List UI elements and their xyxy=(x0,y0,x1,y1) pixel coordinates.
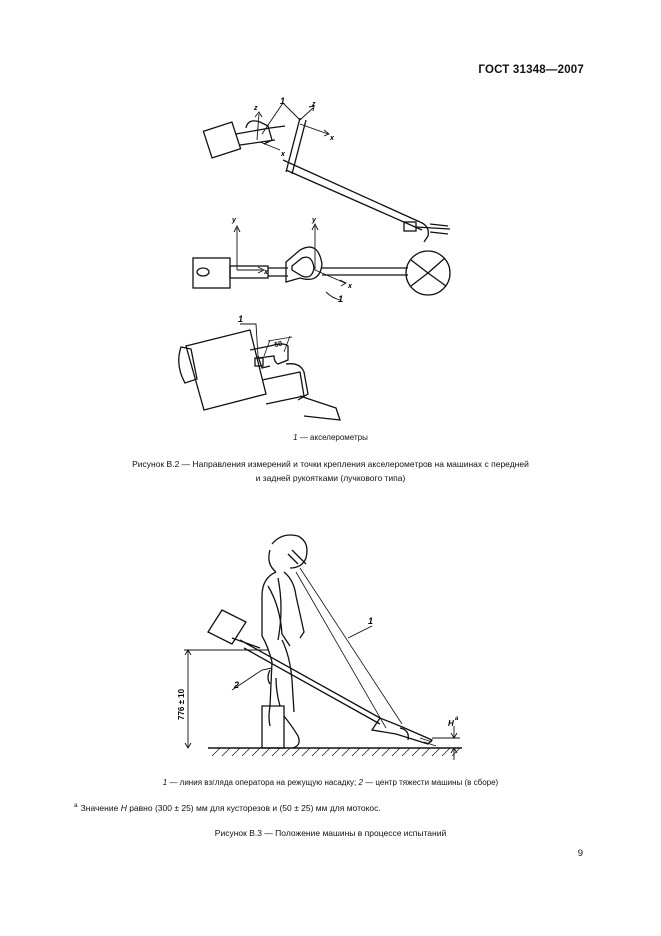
engine-block xyxy=(208,610,260,648)
legend-text-2: — центр тяжести машины (в сборе) xyxy=(362,778,499,787)
height-dimension-label: 776 ± 10 xyxy=(177,688,186,720)
footnote-text-1: Значение xyxy=(80,803,121,813)
legend-text: — акселерометры xyxy=(297,433,368,442)
legend-number: 1 xyxy=(293,433,298,442)
sight-lines xyxy=(296,568,402,728)
footnote xyxy=(74,802,381,813)
axis-z-b: z xyxy=(312,101,316,108)
callout-top: 1 xyxy=(280,96,286,106)
standard-code: ГОСТ 31348—2007 xyxy=(478,64,584,76)
footnote-h: H xyxy=(120,803,127,813)
machine-side-view xyxy=(203,118,450,242)
axis-x-c: x xyxy=(264,269,268,276)
axis-z-a: z xyxy=(254,105,258,112)
footnote-text-2: равно (300 ± 25) мм для кусторезов и (50 ± 25) мм для мотокос. xyxy=(126,803,381,813)
figure-b3-drawing xyxy=(0,520,661,780)
h-dimension xyxy=(432,726,460,760)
caption-line-1: Рисунок В.2 — Направления измерений и точки крепления акселерометров на машинах с передней xyxy=(132,459,529,469)
ground-hatching xyxy=(212,748,460,756)
figure-b3-legend xyxy=(0,778,661,787)
axis-x-b: x xyxy=(330,135,334,142)
operator-figure xyxy=(262,535,307,748)
h-superscript: a xyxy=(455,716,459,722)
legend-number-1: 1 xyxy=(162,778,168,787)
axis-x-a: x xyxy=(281,151,285,158)
legend-text-1: — линия взгляда оператора на режущую насадку; xyxy=(167,778,359,787)
figure-b2-caption xyxy=(60,457,601,485)
figure-b3-caption: Рисунок В.3 — Положение машины в процессе испытаний xyxy=(214,828,447,838)
machine-shaft xyxy=(240,640,436,746)
height-dimension xyxy=(184,650,268,748)
dimension-label: 50 xyxy=(273,340,284,349)
page-number: 9 xyxy=(577,848,583,859)
footnote-mark: a xyxy=(74,802,78,809)
caption-line-2: и задней рукоятками (лучкового типа) xyxy=(255,473,406,483)
axis-y-a: y xyxy=(232,217,236,224)
callout-mid: 1 xyxy=(338,294,344,304)
callout-2: 2 xyxy=(234,680,240,690)
machine-closeup-view xyxy=(179,330,340,420)
axis-x-d: x xyxy=(348,283,352,290)
callout-bottom: 1 xyxy=(238,314,244,324)
axis-y-b: y xyxy=(312,217,316,224)
figure-b2-drawing xyxy=(0,0,661,440)
callout-1: 1 xyxy=(368,616,374,626)
figure-b2-legend xyxy=(0,433,661,442)
legend-number-2: 2 xyxy=(358,778,363,787)
h-label: H xyxy=(448,719,454,728)
axes-middle-view xyxy=(234,224,346,300)
machine-top-view xyxy=(193,247,450,295)
